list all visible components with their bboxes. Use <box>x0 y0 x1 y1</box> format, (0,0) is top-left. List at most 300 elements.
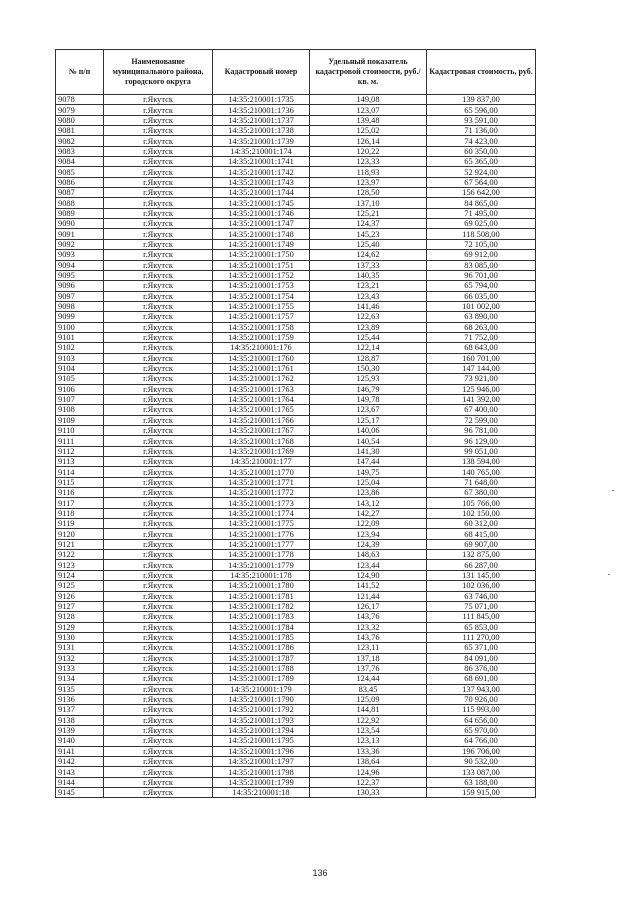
row-number-cell: 9141 <box>56 746 104 756</box>
district-cell: г.Якутск <box>104 663 213 673</box>
unit-rate-cell: 121,44 <box>310 591 427 601</box>
unit-rate-cell: 123,13 <box>310 736 427 746</box>
row-number-cell: 9125 <box>56 581 104 591</box>
cadastral-cost-cell: 60 312,00 <box>427 519 536 529</box>
cadastral-cost-cell: 65 794,00 <box>427 281 536 291</box>
unit-rate-cell: 125,02 <box>310 126 427 136</box>
district-cell: г.Якутск <box>104 788 213 798</box>
unit-rate-cell: 124,37 <box>310 219 427 229</box>
row-number-cell: 9086 <box>56 177 104 187</box>
unit-rate-cell: 140,54 <box>310 436 427 446</box>
table-row <box>56 239 536 249</box>
district-cell: г.Якутск <box>104 115 213 125</box>
row-number-cell: 9126 <box>56 591 104 601</box>
table-row <box>56 426 536 436</box>
cadastral-cost-cell: 63 188,00 <box>427 777 536 787</box>
unit-rate-cell: 122,14 <box>310 343 427 353</box>
table-row <box>56 157 536 167</box>
row-number-cell: 9129 <box>56 622 104 632</box>
cadastral-cost-cell: 96 781,00 <box>427 426 536 436</box>
district-cell: г.Якутск <box>104 632 213 642</box>
table-row <box>56 446 536 456</box>
unit-rate-cell: 120,22 <box>310 146 427 156</box>
cadastral-cost-cell: 73 921,00 <box>427 374 536 384</box>
row-number-cell: 9130 <box>56 632 104 642</box>
district-cell: г.Якутск <box>104 167 213 177</box>
cadastral-cost-cell: 111 270,00 <box>427 632 536 642</box>
row-number-cell: 9078 <box>56 95 104 105</box>
row-number-cell: 9142 <box>56 757 104 767</box>
cadastral-cost-cell: 90 532,00 <box>427 757 536 767</box>
unit-rate-cell: 148,63 <box>310 550 427 560</box>
cadastral-cost-cell: 137 943,00 <box>427 684 536 694</box>
table-row <box>56 457 536 467</box>
row-number-cell: 9110 <box>56 426 104 436</box>
unit-rate-cell: 144,81 <box>310 705 427 715</box>
cadastral-cost-cell: 75 071,00 <box>427 601 536 611</box>
district-cell: г.Якутск <box>104 146 213 156</box>
table-row <box>56 95 536 105</box>
district-cell: г.Якутск <box>104 519 213 529</box>
district-cell: г.Якутск <box>104 136 213 146</box>
row-number-cell: 9079 <box>56 105 104 115</box>
cadastral-cost-cell: 63 746,00 <box>427 591 536 601</box>
row-number-cell: 9121 <box>56 539 104 549</box>
row-number-cell: 9082 <box>56 136 104 146</box>
unit-rate-cell: 139,48 <box>310 115 427 125</box>
cadastral-number-cell: 14:35:210001:1778 <box>213 550 310 560</box>
row-number-cell: 9119 <box>56 519 104 529</box>
row-number-cell: 9092 <box>56 239 104 249</box>
table-row <box>56 363 536 373</box>
row-number-cell: 9090 <box>56 219 104 229</box>
row-number-cell: 9138 <box>56 715 104 725</box>
district-cell: г.Якутск <box>104 177 213 187</box>
unit-rate-cell: 141,30 <box>310 446 427 456</box>
table-row <box>56 198 536 208</box>
cadastral-number-cell: 14:35:210001:1745 <box>213 198 310 208</box>
table-row <box>56 591 536 601</box>
district-cell: г.Якутск <box>104 539 213 549</box>
district-cell: г.Якутск <box>104 736 213 746</box>
district-cell: г.Якутск <box>104 643 213 653</box>
row-number-cell: 9107 <box>56 394 104 404</box>
unit-rate-cell: 141,46 <box>310 301 427 311</box>
unit-rate-cell: 125,93 <box>310 374 427 384</box>
table-row <box>56 260 536 270</box>
district-cell: г.Якутск <box>104 415 213 425</box>
table-row <box>56 394 536 404</box>
table-row <box>56 788 536 798</box>
row-number-cell: 9116 <box>56 488 104 498</box>
row-number-cell: 9083 <box>56 146 104 156</box>
district-cell: г.Якутск <box>104 457 213 467</box>
row-number-cell: 9095 <box>56 270 104 280</box>
unit-rate-cell: 125,09 <box>310 694 427 704</box>
cadastral-number-cell: 14:35:210001:1738 <box>213 126 310 136</box>
row-number-cell: 9087 <box>56 188 104 198</box>
table-row <box>56 632 536 642</box>
cadastral-cost-cell: 84 091,00 <box>427 653 536 663</box>
district-cell: г.Якутск <box>104 363 213 373</box>
row-number-cell: 9091 <box>56 229 104 239</box>
cadastral-number-cell: 14:35:210001:1749 <box>213 239 310 249</box>
unit-rate-cell: 123,32 <box>310 622 427 632</box>
row-number-cell: 9106 <box>56 384 104 394</box>
cadastral-cost-cell: 138 594,00 <box>427 457 536 467</box>
cadastral-cost-cell: 71 752,00 <box>427 332 536 342</box>
unit-rate-cell: 122,63 <box>310 312 427 322</box>
table-row <box>56 105 536 115</box>
unit-rate-cell: 133,36 <box>310 746 427 756</box>
cadastral-cost-cell: 69 025,00 <box>427 219 536 229</box>
row-number-cell: 9109 <box>56 415 104 425</box>
unit-rate-cell: 123,86 <box>310 488 427 498</box>
district-cell: г.Якутск <box>104 622 213 632</box>
row-number-cell: 9143 <box>56 767 104 777</box>
unit-rate-cell: 122,37 <box>310 777 427 787</box>
unit-rate-cell: 137,10 <box>310 198 427 208</box>
cadastral-number-cell: 14:35:210001:1736 <box>213 105 310 115</box>
cadastral-number-cell: 14:35:210001:1777 <box>213 539 310 549</box>
cadastral-cost-cell: 70 926,00 <box>427 694 536 704</box>
unit-rate-cell: 124,39 <box>310 539 427 549</box>
cadastral-number-cell: 14:35:210001:1753 <box>213 281 310 291</box>
table-row <box>56 436 536 446</box>
row-number-cell: 9118 <box>56 508 104 518</box>
unit-rate-cell: 123,11 <box>310 643 427 653</box>
cadastral-cost-cell: 65 853,00 <box>427 622 536 632</box>
cadastral-number-cell: 14:35:210001:1784 <box>213 622 310 632</box>
district-cell: г.Якутск <box>104 508 213 518</box>
row-number-cell: 9133 <box>56 663 104 673</box>
unit-rate-cell: 123,33 <box>310 157 427 167</box>
unit-rate-cell: 143,76 <box>310 632 427 642</box>
unit-rate-cell: 140,35 <box>310 270 427 280</box>
unit-rate-cell: 123,67 <box>310 405 427 415</box>
cadastral-number-cell: 14:35:210001:1747 <box>213 219 310 229</box>
row-number-cell: 9104 <box>56 363 104 373</box>
row-number-cell: 9131 <box>56 643 104 653</box>
row-number-cell: 9134 <box>56 674 104 684</box>
cadastral-cost-cell: 65 371,00 <box>427 643 536 653</box>
cadastral-number-cell: 14:35:210001:1754 <box>213 291 310 301</box>
table-row <box>56 622 536 632</box>
cadastral-cost-cell: 102 036,00 <box>427 581 536 591</box>
cadastral-cost-cell: 118 508,00 <box>427 229 536 239</box>
cadastral-cost-cell: 147 144,00 <box>427 363 536 373</box>
table-row <box>56 250 536 260</box>
header-cadastral-number: Кадастровый номер <box>213 50 310 95</box>
unit-rate-cell: 126,17 <box>310 601 427 611</box>
district-cell: г.Якутск <box>104 157 213 167</box>
row-number-cell: 9144 <box>56 777 104 787</box>
table-row <box>56 674 536 684</box>
cadastral-number-cell: 14:35:210001:1760 <box>213 353 310 363</box>
table-row <box>56 177 536 187</box>
cadastral-cost-cell: 64 766,00 <box>427 736 536 746</box>
table-row <box>56 384 536 394</box>
row-number-cell: 9145 <box>56 788 104 798</box>
unit-rate-cell: 124,96 <box>310 767 427 777</box>
row-number-cell: 9103 <box>56 353 104 363</box>
cadastral-number-cell: 14:35:210001:1774 <box>213 508 310 518</box>
district-cell: г.Якутск <box>104 591 213 601</box>
table-row <box>56 270 536 280</box>
cadastral-cost-cell: 65 365,00 <box>427 157 536 167</box>
district-cell: г.Якутск <box>104 105 213 115</box>
cadastral-number-cell: 14:35:210001:1739 <box>213 136 310 146</box>
row-number-cell: 9084 <box>56 157 104 167</box>
district-cell: г.Якутск <box>104 394 213 404</box>
row-number-cell: 9096 <box>56 281 104 291</box>
row-number-cell: 9108 <box>56 405 104 415</box>
district-cell: г.Якутск <box>104 208 213 218</box>
district-cell: г.Якутск <box>104 684 213 694</box>
cadastral-number-cell: 14:35:210001:1795 <box>213 736 310 746</box>
table-row <box>56 374 536 384</box>
unit-rate-cell: 145,23 <box>310 229 427 239</box>
cadastral-number-cell: 14:35:210001:1770 <box>213 467 310 477</box>
unit-rate-cell: 125,21 <box>310 208 427 218</box>
unit-rate-cell: 122,92 <box>310 715 427 725</box>
unit-rate-cell: 149,08 <box>310 95 427 105</box>
table-row <box>56 519 536 529</box>
table-row <box>56 694 536 704</box>
cadastral-number-cell: 14:35:210001:1746 <box>213 208 310 218</box>
cadastral-number-cell: 14:35:210001:1785 <box>213 632 310 642</box>
page-number: 136 <box>312 868 328 878</box>
cadastral-cost-cell: 101 002,00 <box>427 301 536 311</box>
unit-rate-cell: 147,44 <box>310 457 427 467</box>
district-cell: г.Якутск <box>104 405 213 415</box>
row-number-cell: 9135 <box>56 684 104 694</box>
cadastral-cost-cell: 72 599,00 <box>427 415 536 425</box>
row-number-cell: 9094 <box>56 260 104 270</box>
cadastral-number-cell: 14:35:210001:1780 <box>213 581 310 591</box>
unit-rate-cell: 83,45 <box>310 684 427 694</box>
table-row <box>56 601 536 611</box>
cadastral-cost-cell: 67 400,00 <box>427 405 536 415</box>
cadastral-cost-cell: 196 706,00 <box>427 746 536 756</box>
cadastral-number-cell: 14:35:210001:1789 <box>213 674 310 684</box>
unit-rate-cell: 125,04 <box>310 477 427 487</box>
unit-rate-cell: 141,52 <box>310 581 427 591</box>
cadastral-cost-cell: 111 845,00 <box>427 612 536 622</box>
unit-rate-cell: 143,12 <box>310 498 427 508</box>
unit-rate-cell: 123,94 <box>310 529 427 539</box>
district-cell: г.Якутск <box>104 436 213 446</box>
cadastral-number-cell: 14:35:210001:1783 <box>213 612 310 622</box>
district-cell: г.Якутск <box>104 281 213 291</box>
cadastral-cost-cell: 67 380,00 <box>427 488 536 498</box>
district-cell: г.Якутск <box>104 757 213 767</box>
row-number-cell: 9128 <box>56 612 104 622</box>
district-cell: г.Якутск <box>104 239 213 249</box>
district-cell: г.Якутск <box>104 767 213 777</box>
row-number-cell: 9085 <box>56 167 104 177</box>
cadastral-number-cell: 14:35:210001:1755 <box>213 301 310 311</box>
cadastral-cost-cell: 63 890,00 <box>427 312 536 322</box>
row-number-cell: 9113 <box>56 457 104 467</box>
table-row <box>56 167 536 177</box>
table-row <box>56 146 536 156</box>
cadastral-number-cell: 14:35:210001:1735 <box>213 95 310 105</box>
cadastral-number-cell: 14:35:210001:1750 <box>213 250 310 260</box>
cadastral-number-cell: 14:35:210001:1737 <box>213 115 310 125</box>
cadastral-cost-cell: 102 150,00 <box>427 508 536 518</box>
cadastral-number-cell: 14:35:210001:1782 <box>213 601 310 611</box>
unit-rate-cell: 146,79 <box>310 384 427 394</box>
district-cell: г.Якутск <box>104 332 213 342</box>
row-number-cell: 9088 <box>56 198 104 208</box>
district-cell: г.Якутск <box>104 612 213 622</box>
district-cell: г.Якутск <box>104 653 213 663</box>
unit-rate-cell: 124,44 <box>310 674 427 684</box>
cadastral-cost-cell: 86 376,00 <box>427 663 536 673</box>
district-cell: г.Якутск <box>104 488 213 498</box>
cadastral-cost-cell: 83 085,00 <box>427 260 536 270</box>
cadastral-number-cell: 14:35:210001:1781 <box>213 591 310 601</box>
table-row <box>56 332 536 342</box>
district-cell: г.Якутск <box>104 694 213 704</box>
scan-speck <box>608 574 610 575</box>
cadastral-cost-cell: 65 596,00 <box>427 105 536 115</box>
district-cell: г.Якутск <box>104 560 213 570</box>
cadastral-cost-cell: 60 350,00 <box>427 146 536 156</box>
cadastral-number-cell: 14:35:210001:1771 <box>213 477 310 487</box>
table-row <box>56 498 536 508</box>
table-header-row <box>56 50 536 95</box>
cadastral-number-cell: 14:35:210001:1797 <box>213 757 310 767</box>
cadastral-number-cell: 14:35:210001:1759 <box>213 332 310 342</box>
cadastral-number-cell: 14:35:210001:1768 <box>213 436 310 446</box>
row-number-cell: 9122 <box>56 550 104 560</box>
table-row <box>56 353 536 363</box>
district-cell: г.Якутск <box>104 374 213 384</box>
row-number-cell: 9099 <box>56 312 104 322</box>
row-number-cell: 9132 <box>56 653 104 663</box>
table-row <box>56 560 536 570</box>
cadastral-number-cell: 14:35:210001:1765 <box>213 405 310 415</box>
cadastral-number-cell: 14:35:210001:176 <box>213 343 310 353</box>
cadastral-number-cell: 14:35:210001:1757 <box>213 312 310 322</box>
district-cell: г.Якутск <box>104 601 213 611</box>
cadastral-number-cell: 14:35:210001:1790 <box>213 694 310 704</box>
row-number-cell: 9100 <box>56 322 104 332</box>
district-cell: г.Якутск <box>104 270 213 280</box>
cadastral-cost-cell: 141 392,00 <box>427 394 536 404</box>
unit-rate-cell: 150,30 <box>310 363 427 373</box>
table-row <box>56 126 536 136</box>
cadastral-number-cell: 14:35:210001:1742 <box>213 167 310 177</box>
cadastral-cost-cell: 99 051,00 <box>427 446 536 456</box>
district-cell: г.Якутск <box>104 312 213 322</box>
cadastral-cost-cell: 156 642,00 <box>427 188 536 198</box>
cadastral-number-cell: 14:35:210001:1743 <box>213 177 310 187</box>
cadastral-number-cell: 14:35:210001:1788 <box>213 663 310 673</box>
cadastral-number-cell: 14:35:210001:1741 <box>213 157 310 167</box>
row-number-cell: 9112 <box>56 446 104 456</box>
row-number-cell: 9105 <box>56 374 104 384</box>
cadastral-number-cell: 14:35:210001:1779 <box>213 560 310 570</box>
header-district: Наименование муниципального района, городского округа <box>104 50 213 95</box>
cadastral-number-cell: 14:35:210001:1758 <box>213 322 310 332</box>
cadastral-cost-cell: 66 035,00 <box>427 291 536 301</box>
unit-rate-cell: 142,27 <box>310 508 427 518</box>
district-cell: г.Якутск <box>104 570 213 580</box>
table-row <box>56 777 536 787</box>
cadastral-cost-cell: 132 875,00 <box>427 550 536 560</box>
cadastral-cost-cell: 115 993,00 <box>427 705 536 715</box>
row-number-cell: 9093 <box>56 250 104 260</box>
table-row <box>56 467 536 477</box>
district-cell: г.Якутск <box>104 777 213 787</box>
table-row <box>56 684 536 694</box>
cadastral-cost-cell: 140 765,00 <box>427 467 536 477</box>
table-body <box>56 95 536 798</box>
row-number-cell: 9120 <box>56 529 104 539</box>
cadastral-cost-cell: 65 970,00 <box>427 725 536 735</box>
table-row <box>56 612 536 622</box>
table-row <box>56 115 536 125</box>
unit-rate-cell: 125,40 <box>310 239 427 249</box>
unit-rate-cell: 128,87 <box>310 353 427 363</box>
unit-rate-cell: 123,21 <box>310 281 427 291</box>
table-row <box>56 581 536 591</box>
table-row <box>56 405 536 415</box>
cadastral-cost-cell: 93 591,00 <box>427 115 536 125</box>
row-number-cell: 9115 <box>56 477 104 487</box>
district-cell: г.Якутск <box>104 550 213 560</box>
unit-rate-cell: 130,33 <box>310 788 427 798</box>
cadastral-number-cell: 14:35:210001:1776 <box>213 529 310 539</box>
cadastral-number-cell: 14:35:210001:1763 <box>213 384 310 394</box>
cadastral-cost-cell: 68 691,00 <box>427 674 536 684</box>
cadastral-number-cell: 14:35:210001:1748 <box>213 229 310 239</box>
unit-rate-cell: 123,97 <box>310 177 427 187</box>
cadastral-cost-cell: 68 263,00 <box>427 322 536 332</box>
table-row <box>56 477 536 487</box>
cadastral-number-cell: 14:35:210001:1773 <box>213 498 310 508</box>
unit-rate-cell: 123,89 <box>310 322 427 332</box>
cadastral-cost-cell: 96 701,00 <box>427 270 536 280</box>
table-row <box>56 663 536 673</box>
district-cell: г.Якутск <box>104 715 213 725</box>
cadastral-cost-cell: 84 865,00 <box>427 198 536 208</box>
table-row <box>56 715 536 725</box>
row-number-cell: 9098 <box>56 301 104 311</box>
cadastral-cost-cell: 131 145,00 <box>427 570 536 580</box>
table-row <box>56 725 536 735</box>
cadastral-number-cell: 14:35:210001:1772 <box>213 488 310 498</box>
cadastral-cost-cell: 66 287,00 <box>427 560 536 570</box>
cadastral-cost-cell: 68 415,00 <box>427 529 536 539</box>
district-cell: г.Якутск <box>104 426 213 436</box>
table-row <box>56 415 536 425</box>
district-cell: г.Якутск <box>104 725 213 735</box>
district-cell: г.Якутск <box>104 229 213 239</box>
cadastral-cost-cell: 105 766,00 <box>427 498 536 508</box>
row-number-cell: 9114 <box>56 467 104 477</box>
unit-rate-cell: 149,75 <box>310 467 427 477</box>
table-row <box>56 746 536 756</box>
cadastral-number-cell: 14:35:210001:1794 <box>213 725 310 735</box>
table-row <box>56 539 536 549</box>
cadastral-cost-cell: 74 423,00 <box>427 136 536 146</box>
unit-rate-cell: 123,07 <box>310 105 427 115</box>
cadastral-number-cell: 14:35:210001:1799 <box>213 777 310 787</box>
